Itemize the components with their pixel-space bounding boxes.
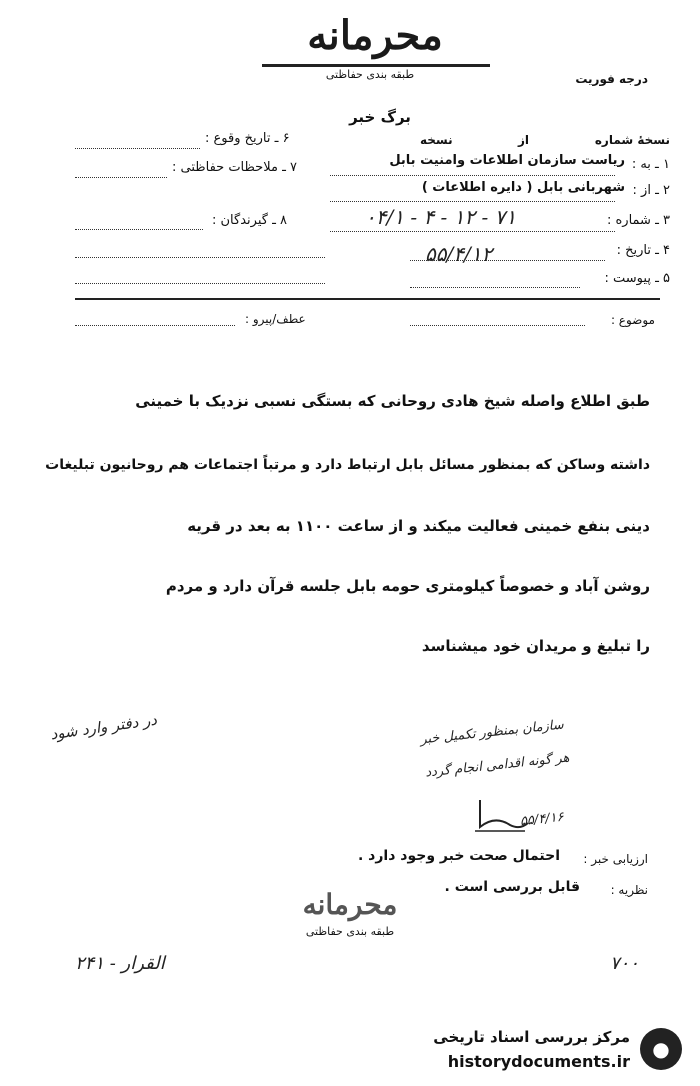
opinion-value: قابل بررسی است . [444,879,580,895]
copies-label: نسخه [420,133,453,147]
watermark-logo-icon: ● [640,1028,682,1070]
handwritten-signature: ۵۵/۴/۱۶ [519,809,565,830]
occurrence-date-dotted-line [75,148,200,149]
recipients-dotted-line-2 [75,257,325,258]
bottom-right-annotation: ۷۰۰ [610,953,640,974]
signature-scribble [470,795,530,835]
attachment-label: ۵ ـ پیوست : [604,271,670,286]
date-dotted-line [410,260,605,261]
from-label: ۲ ـ از : [632,183,670,198]
recipients-label: ۸ ـ گیرندگان : [212,213,287,228]
watermark-org-name: مرکز بررسی اسناد تاریخی [433,1028,630,1046]
occurrence-date-label: ۶ ـ تاریخ وقوع : [205,131,290,146]
recipients-dotted-line [75,229,203,230]
assessment-label: ارزیابی خبر : [583,852,648,866]
protective-notes-label: ۷ ـ ملاحظات حفاظتی : [172,160,297,175]
date-label: ۴ ـ تاریخ : [616,243,670,258]
body-line-5: را تبلیغ و مریدان خود میشناسد [421,637,650,655]
number-label: ۳ ـ شماره : [606,213,670,228]
number-dotted-line [330,231,615,232]
body-line-4: روشن آباد و خصوصاً کیلومتری حومه بابل جلسه قرآن دارد و مردم [165,577,650,595]
opinion-label: نظریه : [610,883,648,897]
footer-classification-subtitle: طبقه بندی حفاظتی [305,925,395,938]
handwritten-left-note: در دفتر وارد شود [49,710,158,744]
page-title: برگ خبر [349,108,411,126]
handwritten-right-note-2: هر گونه اقدامی انجام گردد [424,750,571,781]
body-line-1: طبق اطلاع واصله شیخ هادی روحانی که بستگی نسبی نزدیک با خمینی [135,392,650,410]
subject-label: موضوع : [610,313,655,327]
protective-notes-dotted-line [75,177,167,178]
stamp-underline [262,64,490,67]
copy-number-label: نسخهٔ شماره [594,133,670,147]
date-value: ۵۵/۴/۱۲ [425,242,493,266]
from-dotted-line [330,201,615,202]
body-line-2: داشته وساکن که بمنظور مسائل بابل ارتباط دارد و مرتباً اجتماعات هم روحانیون تبلیغات [45,457,650,473]
to-dotted-line [330,175,615,176]
footer-classification-stamp: محرمانه [302,888,398,921]
to-value: ریاست سازمان اطلاعات وامنیت بابل [389,153,625,168]
classification-subtitle: طبقه بندی حفاظتی [325,68,415,81]
body-line-3: دینی بنفع خمینی فعالیت میکند و از ساعت ۱۱۰۰ به بعد در قریه [187,517,650,535]
classification-stamp: محرمانه [307,12,443,59]
reference-dotted-line [75,325,235,326]
to-label: ۱ ـ به : [631,157,670,172]
reference-label: عطف/پیرو : [245,312,306,326]
handwritten-right-note-1: سازمان بمنظور تکمیل خبر [419,717,565,748]
assessment-value: احتمال صحت خبر وجود دارد . [357,848,560,864]
header-divider [75,298,660,300]
attachment-dotted-line [410,287,580,288]
bottom-left-annotation: ۲۴۱ - القرار [75,953,165,974]
number-value: ۰۴/۱ - ۴ - ۱۲ - ۷۱ [365,205,517,229]
from-value: شهربانی بابل ( دایره اطلاعات ) [421,180,625,195]
priority-label: درجه فوریت [575,72,648,86]
of-label: از [518,133,530,147]
watermark-url: historydocuments.ir [447,1052,630,1071]
subject-dotted-line [410,325,585,326]
recipients-dotted-line-3 [75,283,325,284]
